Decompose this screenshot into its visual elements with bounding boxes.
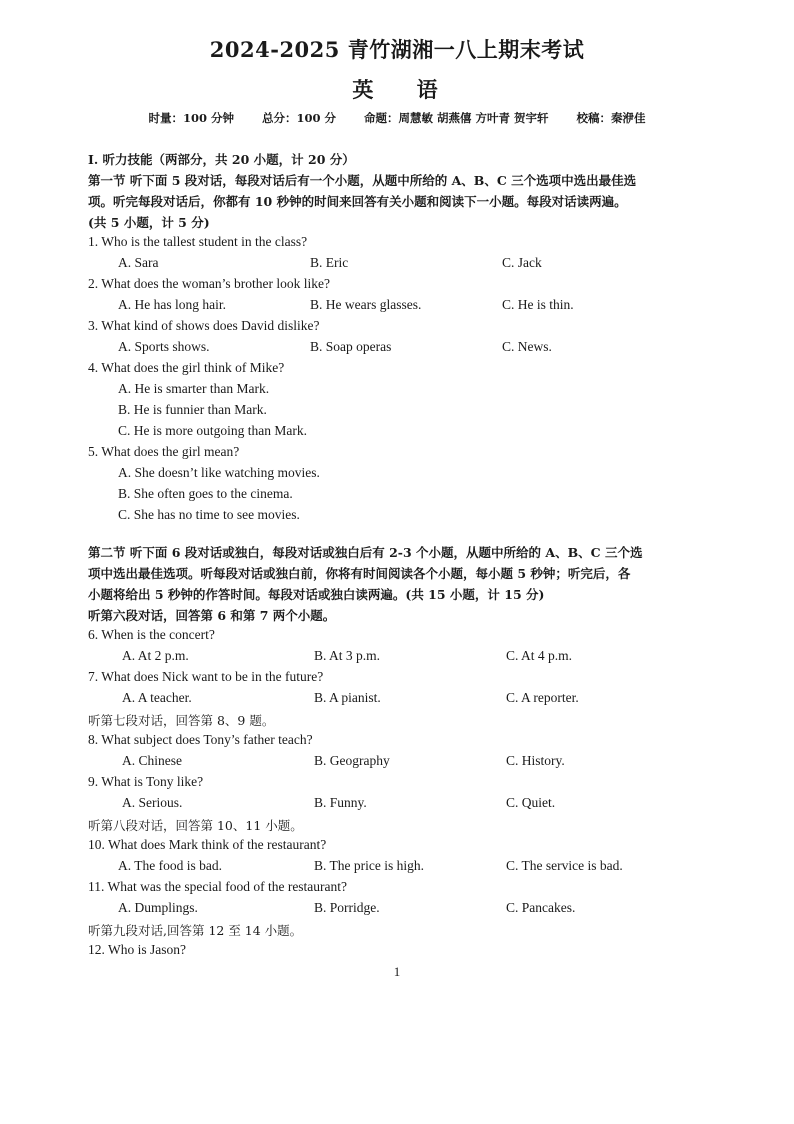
question-stem: 11. What was the special food of the restaurant? xyxy=(88,879,348,894)
option-c: C. Jack xyxy=(502,255,542,270)
option-b: B. Geography xyxy=(314,753,390,768)
exam-subject: 英 语 xyxy=(352,77,456,102)
option-c: C. Quiet. xyxy=(506,795,556,810)
option-a: A. He has long hair. xyxy=(118,297,226,312)
option-c: C. He is more outgoing than Mark. xyxy=(118,423,307,438)
part2-instructions-line1: 第二节 听下面 6 段对话或独白，每段对话或独白后有 2-3 个小题，从题中所给的 A、B、C 三个选 xyxy=(88,545,643,560)
option-a: A. At 2 p.m. xyxy=(122,648,189,663)
option-a: A. Sara xyxy=(118,255,159,270)
question-stem: 10. What does Mark think of the restaurant? xyxy=(88,837,327,852)
exam-title: 2024-2025 青竹湖湘一八上期末考试 xyxy=(209,37,585,62)
question-stem: 8. What subject does Tony’s father teach? xyxy=(88,732,313,747)
option-a: A. Sports shows. xyxy=(118,339,210,354)
option-b: B. At 3 p.m. xyxy=(314,648,381,663)
option-c: C. She has no time to see movies. xyxy=(118,507,300,522)
question-stem: 3. What kind of shows does David dislike? xyxy=(88,318,320,333)
option-c: C. News. xyxy=(502,339,552,354)
option-b: B. She often goes to the cinema. xyxy=(118,486,293,501)
option-b: B. He is funnier than Mark. xyxy=(118,402,267,417)
option-a: A. She doesn’t like watching movies. xyxy=(118,465,320,480)
option-c: C. History. xyxy=(506,753,565,768)
option-a: A. He is smarter than Mark. xyxy=(118,381,270,396)
question-stem: 6. When is the concert? xyxy=(88,627,215,642)
exam-meta xyxy=(0,110,794,126)
option-b: B. Eric xyxy=(310,255,349,270)
option-c: C. At 4 p.m. xyxy=(506,648,573,663)
part1-instructions-line3: (共 5 小题，计 5 分) xyxy=(88,215,210,230)
option-a: A. The food is bad. xyxy=(118,858,222,873)
option-b: B. Funny. xyxy=(314,795,367,810)
part2-instructions-line2: 项中选出最佳选项。听每段对话或独白前，你将有时间阅读各个小题，每小题 5 秒钟；听完后，各 xyxy=(88,566,631,581)
option-b: B. Porridge. xyxy=(314,900,380,915)
proofreader: 校稿：秦洢佳 xyxy=(576,111,646,125)
question-stem: 12. Who is Jason? xyxy=(88,942,186,957)
part1-instructions-line1: 第一节 听下面 5 段对话，每段对话后有一个小题，从题中所给的 A、B、C 三个选项中选出最佳选 xyxy=(88,173,637,188)
question-stem: 2. What does the woman’s brother look like? xyxy=(88,276,330,291)
dialogue-instruction: 听第九段对话,回答第 12 至 14 小题。 xyxy=(88,923,303,938)
option-b: B. The price is high. xyxy=(314,858,424,873)
question-stem: 5. What does the girl mean? xyxy=(88,444,240,459)
section-heading: I. 听力技能（两部分，共 20 小题，计 20 分） xyxy=(88,152,355,167)
question-stem: 7. What does Nick want to be in the future? xyxy=(88,669,324,684)
question-stem: 9. What is Tony like? xyxy=(88,774,204,789)
option-c: C. He is thin. xyxy=(502,297,574,312)
option-a: A. Chinese xyxy=(122,753,182,768)
option-b: B. He wears glasses. xyxy=(310,297,422,312)
option-a: A. A teacher. xyxy=(122,690,192,705)
part2-instructions-line3: 小题将给出 5 秒钟的作答时间。每段对话或独白读两遍。(共 15 小题，计 15 分) xyxy=(88,587,545,602)
option-c: C. The service is bad. xyxy=(506,858,623,873)
dialogue-instruction: 听第七段对话，回答第 8、9 题。 xyxy=(88,713,275,728)
option-a: A. Dumplings. xyxy=(118,900,198,915)
part1-instructions-line2: 项。听完每段对话后，你都有 10 秒钟的时间来回答有关小题和阅读下一小题。每段对话读两遍。 xyxy=(88,194,627,209)
total-score: 总分：100 分 xyxy=(261,111,336,125)
dialogue-instruction: 听第八段对话，回答第 10、11 小题。 xyxy=(88,818,303,833)
option-b: B. Soap operas xyxy=(310,339,392,354)
question-stem: 4. What does the girl think of Mike? xyxy=(88,360,285,375)
authors: 命题：周慧敏 胡燕僖 方叶青 贺宇轩 xyxy=(364,111,549,125)
option-c: C. Pancakes. xyxy=(506,900,576,915)
page-number: 1 xyxy=(393,964,401,979)
option-b: B. A pianist. xyxy=(314,690,381,705)
time-limit: 时量：100 分钟 xyxy=(148,111,234,125)
dialogue-instruction: 听第六段对话，回答第 6 和第 7 两个小题。 xyxy=(88,608,336,623)
option-a: A. Serious. xyxy=(122,795,183,810)
question-stem: 1. Who is the tallest student in the class? xyxy=(88,234,308,249)
option-c: C. A reporter. xyxy=(506,690,579,705)
